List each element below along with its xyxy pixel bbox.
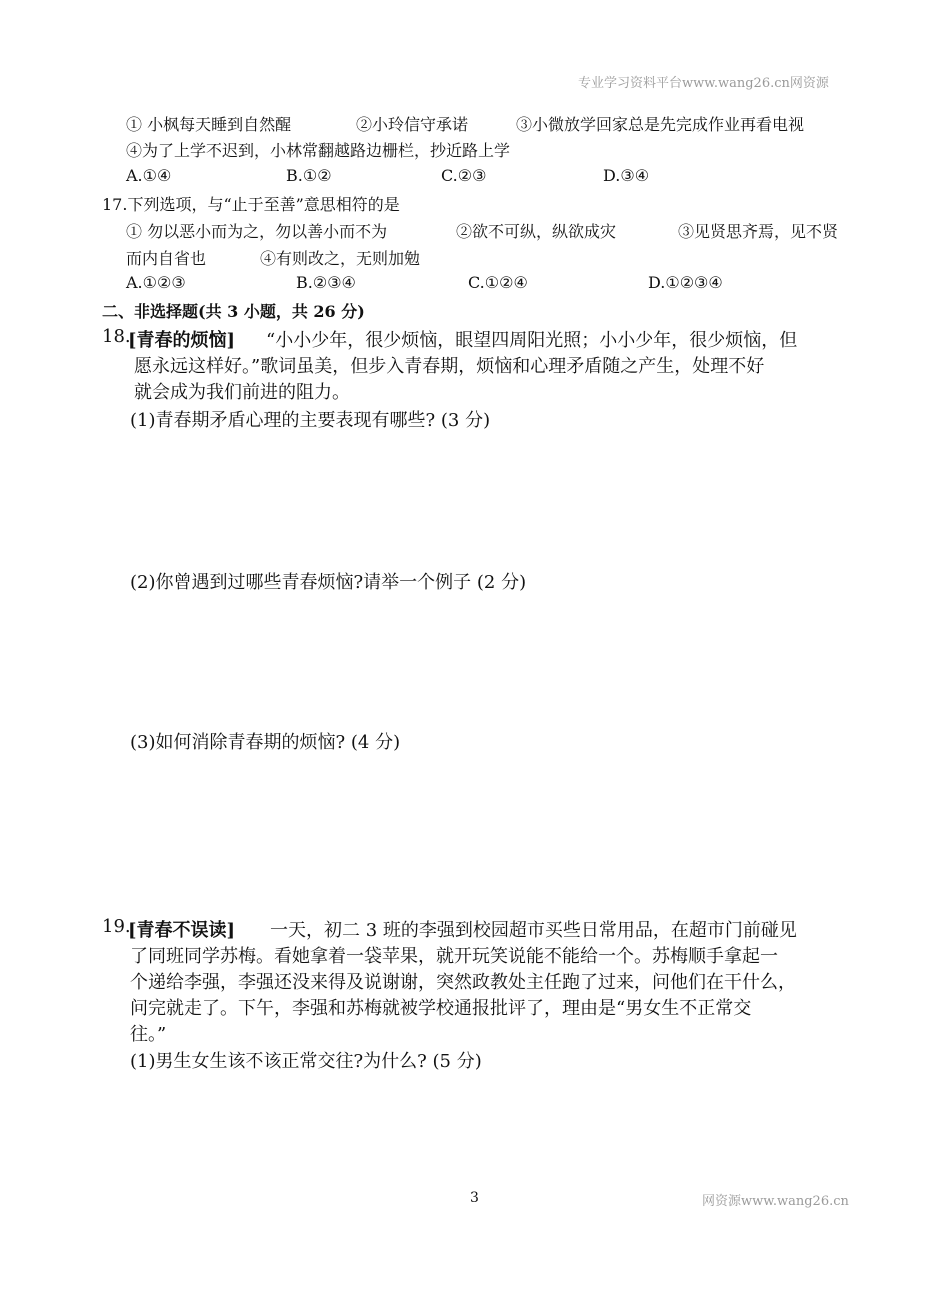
q16-option-c: C.②③: [441, 166, 487, 185]
q19-tag: [青春不误读]: [128, 920, 236, 941]
q19-text-line-5: 往。”: [130, 1024, 167, 1045]
q16-item-4: ④为了上学不迟到，小林常翻越路边栅栏，抄近路上学: [126, 141, 511, 160]
q18-subquestion-2: (2)你曾遇到过哪些青春烦恼?请举一个例子 (2 分): [130, 572, 527, 593]
q19-number: 19.: [102, 916, 131, 937]
section-title: 二、非选择题(共 3 小题，共 26 分): [102, 302, 365, 321]
q18-tag: [青春的烦恼]: [128, 330, 236, 351]
q16-option-a: A.①④: [126, 166, 172, 185]
page-header: 专业学习资料平台www.wang26.cn网资源: [578, 76, 829, 91]
q18-text-line-3: 就会成为我们前进的阻力。: [134, 382, 350, 403]
q17-option-c: C.①②④: [468, 273, 528, 292]
q16-option-d: D.③④: [603, 166, 650, 185]
q17-option-b: B.②③④: [296, 273, 356, 292]
q19-subquestion-1: (1)男生女生该不该正常交往?为什么? (5 分): [130, 1051, 482, 1072]
q19-text-line-3: 个递给李强，李强还没来得及说谢谢，突然政教处主任跑了过来，问他们在干什么，: [130, 972, 796, 993]
q19-text-line-4: 问完就走了。下午，李强和苏梅就被学校通报批评了，理由是“男女生不正常交: [130, 998, 752, 1019]
q17-stem: 17.下列选项，与“止于至善”意思相符的是: [102, 195, 400, 214]
q18-number: 18.: [102, 326, 131, 347]
q17-item-3-cont: 而内自省也: [126, 249, 207, 268]
q16-item-3: ③小微放学回家总是先完成作业再看电视: [516, 115, 805, 134]
q16-item-2: ②小玲信守承诺: [356, 115, 469, 134]
q19-text-line-1: 一天，初二 3 班的李强到校园超市买些日常用品，在超市门前碰见: [270, 920, 797, 941]
q17-item-3: ③见贤思齐焉，见不贤: [678, 222, 839, 241]
q17-item-4: ④有则改之，无则加勉: [260, 249, 421, 268]
q16-item-1: ① 小枫每天睡到自然醒: [126, 115, 292, 134]
footer-site: 网资源www.wang26.cn: [702, 1194, 849, 1209]
q17-option-a: A.①②③: [126, 273, 186, 292]
page-number: 3: [470, 1190, 479, 1206]
q19-text-line-2: 了同班同学苏梅。看她拿着一袋苹果，就开玩笑说能不能给一个。苏梅顺手拿起一: [130, 946, 778, 967]
q18-text-line-2: 愿永远这样好。”歌词虽美，但步入青春期，烦恼和心理矛盾随之产生，处理不好: [134, 356, 765, 377]
q17-item-1: ① 勿以恶小而为之，勿以善小而不为: [126, 222, 388, 241]
q18-text-line-1: “小小少年，很少烦恼，眼望四周阳光照；小小少年，很少烦恼，但: [266, 330, 798, 351]
q18-subquestion-1: (1)青春期矛盾心理的主要表现有哪些? (3 分): [130, 410, 491, 431]
q17-option-d: D.①②③④: [648, 273, 723, 292]
q18-subquestion-3: (3)如何消除青春期的烦恼? (4 分): [130, 732, 401, 753]
q16-option-b: B.①②: [286, 166, 332, 185]
q17-item-2: ②欲不可纵，纵欲成灾: [456, 222, 617, 241]
